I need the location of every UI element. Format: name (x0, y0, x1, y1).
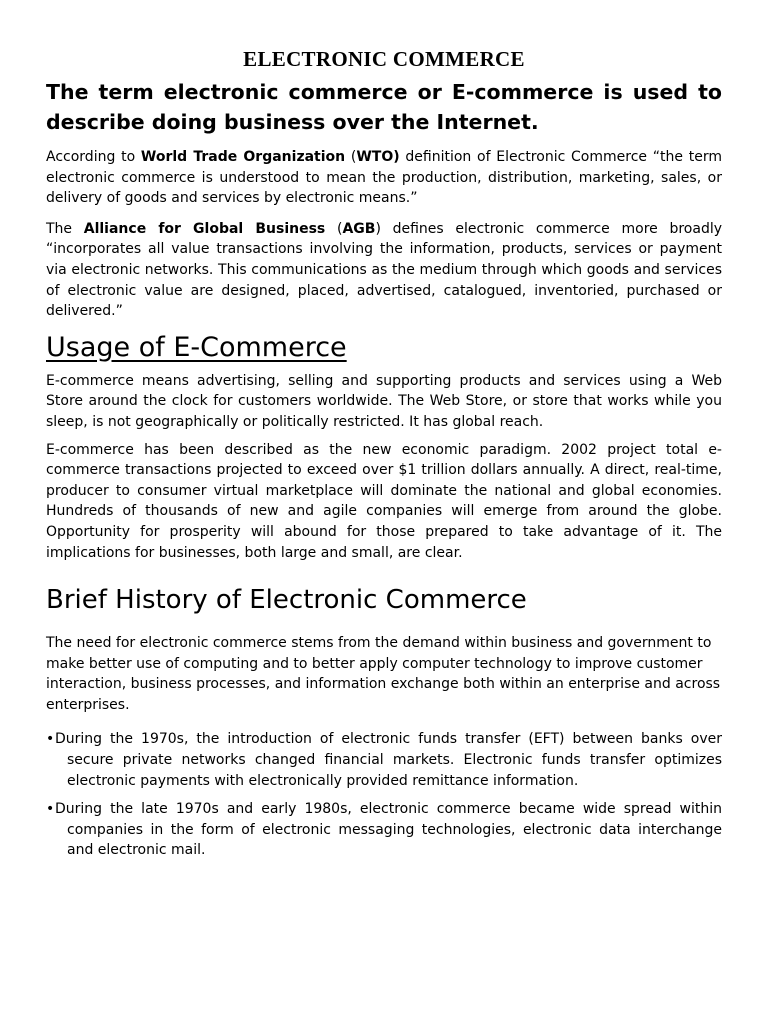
bullet-text: During the 1970s, the introduction of electronic funds transfer (EFT) between banks over secure private networks changed financial markets. Electronic funds transfer optimizes electronic payments with electronically provided remittance information. (55, 731, 722, 789)
wto-pre: According to (46, 149, 141, 165)
agb-post: ) defines electronic commerce more broadly “incorporates all value transactions involving the information, products, services or payment via electronic networks. This communications as the medium through which goods and services of electronic value are designed, placed, advertised, catalogued, inventoried, purchased or delivered.” (46, 220, 722, 320)
history-bullet (46, 729, 722, 791)
wto-abbr: WTO) (356, 149, 400, 165)
agb-abbr: AGB (342, 220, 376, 237)
usage-paragraph: E-commerce means advertising, selling and supporting products and services using a Web Store around the clock for customers worldwide. The Web Store, or store that works while you sleep, is not geographically or politically restricted. It has global reach. (46, 372, 722, 430)
bullet-symbol: • (46, 731, 55, 748)
document-title: ELECTRONIC COMMERCE (243, 47, 525, 71)
bullet-text: During the late 1970s and early 1980s, electronic commerce became wide spread within companies in the form of electronic messaging technologies, electronic data interchange and electronic mail. (55, 801, 722, 859)
history-bullet (46, 799, 722, 861)
wto-org-name: World Trade Organization (140, 149, 346, 165)
wto-definition-paragraph (46, 147, 722, 209)
bullet-symbol: • (46, 801, 55, 818)
wto-mid: ( (345, 149, 357, 165)
lead-statement: The term electronic commerce or E-commerce is used to describe doing business over the Internet. (46, 80, 722, 134)
document-page (46, 0, 722, 861)
usage-paragraph: E-commerce has been described as the new economic paradigm. 2002 project total e-commerce transactions projected to exceed over $1 trillion dollars annually. A direct, real-time, producer to consumer virtual marketplace will dominate the national and global economies. Hundreds of thousands of new and agile companies will emerge from around the globe. Opportunity for prosperity will abound for those prepared to take advantage of it. The implications for businesses, both large and small, are clear. (46, 441, 722, 561)
usage-heading: Usage of E-Commerce (46, 331, 347, 363)
history-heading: Brief History of Electronic Commerce (46, 585, 527, 616)
agb-definition-paragraph (46, 219, 722, 322)
agb-org-name: Alliance for Global Business (83, 220, 326, 237)
history-intro-paragraph: The need for electronic commerce stems from the demand within business and government to make better use of computing and to better apply computer technology to improve customer interaction, business processes, and information exchange both within an enterprise and across enterprises. (46, 635, 721, 713)
agb-mid: ( (325, 220, 343, 237)
wto-post: definition of Electronic Commerce “the term electronic commerce is understood to mean the production, distribution, marketing, sales, or delivery of goods and services by electronic means.” (46, 149, 722, 207)
agb-pre: The (46, 220, 84, 237)
